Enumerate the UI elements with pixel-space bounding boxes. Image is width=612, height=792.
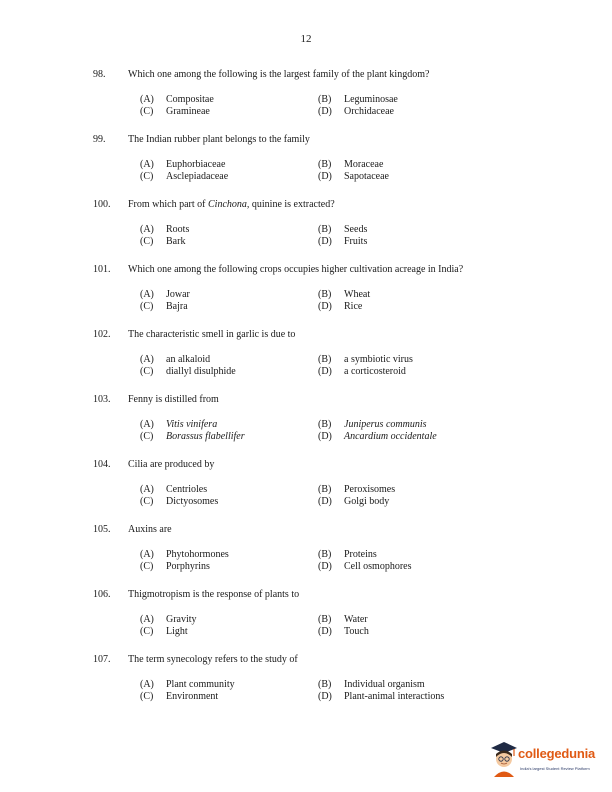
question-number: 103. xyxy=(93,394,111,405)
student-mascot-icon xyxy=(490,741,518,777)
option-d[interactable]: (D) Fruits xyxy=(318,236,368,247)
option-c[interactable]: (C) Borassus flabellifer xyxy=(140,431,245,442)
option-b[interactable]: (B) Seeds xyxy=(318,224,368,235)
question-105 xyxy=(0,524,612,584)
option-c[interactable]: (C) Asclepiadaceae xyxy=(140,171,229,182)
option-b[interactable]: (B) Water xyxy=(318,614,368,625)
option-a[interactable]: (A) Euphorbiaceae xyxy=(140,159,226,170)
question-98 xyxy=(0,69,612,129)
question-101 xyxy=(0,264,612,324)
question-99 xyxy=(0,134,612,194)
option-c[interactable]: (C) Porphyrins xyxy=(140,561,210,572)
option-a[interactable]: (A) Phytohormones xyxy=(140,549,229,560)
question-text: Thigmotropism is the response of plants to xyxy=(128,589,300,600)
collegedunia-logo[interactable] xyxy=(490,740,610,780)
option-b[interactable]: (B) Leguminosae xyxy=(318,94,398,105)
option-c[interactable]: (C) Environment xyxy=(140,691,219,702)
question-text: Which one among the following crops occupies higher cultivation acreage in India? xyxy=(128,264,464,275)
option-b[interactable]: (B) Peroxisomes xyxy=(318,484,396,495)
option-c[interactable]: (C) Bajra xyxy=(140,301,188,312)
option-d[interactable]: (D) a corticosteroid xyxy=(318,366,406,377)
option-b[interactable]: (B) Moraceae xyxy=(318,159,384,170)
question-number: 104. xyxy=(93,459,111,470)
option-a[interactable]: (A) Centrioles xyxy=(140,484,208,495)
option-b[interactable]: (B) Proteins xyxy=(318,549,377,560)
question-text: The characteristic smell in garlic is due to xyxy=(128,329,296,340)
option-c[interactable]: (C) Light xyxy=(140,626,188,637)
option-a[interactable]: (A) Vitis vinifera xyxy=(140,419,218,430)
option-a[interactable]: (A) Roots xyxy=(140,224,190,235)
option-b[interactable]: (B) Individual organism xyxy=(318,679,425,690)
option-d[interactable]: (D) Rice xyxy=(318,301,363,312)
question-100 xyxy=(0,199,612,259)
option-d[interactable]: (D) Touch xyxy=(318,626,369,637)
logo-tagline: India's largest Student Review Platform xyxy=(520,766,590,771)
option-a[interactable]: (A) an alkaloid xyxy=(140,354,211,365)
page-number: 12 xyxy=(300,33,312,45)
option-c[interactable]: (C) Bark xyxy=(140,236,186,247)
question-text: Auxins are xyxy=(128,524,172,535)
option-d[interactable]: (D) Golgi body xyxy=(318,496,390,507)
option-c[interactable]: (C) diallyl disulphide xyxy=(140,366,236,377)
question-text: Fenny is distilled from xyxy=(128,394,219,405)
question-number: 100. xyxy=(93,199,111,210)
option-c[interactable]: (C) Gramineae xyxy=(140,106,210,117)
option-b[interactable]: (B) Wheat xyxy=(318,289,371,300)
option-a[interactable]: (A) Gravity xyxy=(140,614,197,625)
option-a[interactable]: (A) Jowar xyxy=(140,289,190,300)
question-text: From which part of Cinchona, quinine is extracted? xyxy=(128,199,335,210)
question-text: Which one among the following is the largest family of the plant kingdom? xyxy=(128,69,430,80)
option-d[interactable]: (D) Orchidaceae xyxy=(318,106,394,117)
option-c[interactable]: (C) Dictyosomes xyxy=(140,496,219,507)
option-d[interactable]: (D) Cell osmophores xyxy=(318,561,412,572)
question-text: The Indian rubber plant belongs to the family xyxy=(128,134,310,145)
question-number: 101. xyxy=(93,264,111,275)
question-number: 102. xyxy=(93,329,111,340)
question-107 xyxy=(0,654,612,714)
logo-wordmark: collegedunia xyxy=(518,746,596,761)
option-a[interactable]: (A) Compositae xyxy=(140,94,214,105)
question-number: 105. xyxy=(93,524,111,535)
option-d[interactable]: (D) Sapotaceae xyxy=(318,171,389,182)
option-b[interactable]: (B) Juniperus communis xyxy=(318,419,427,430)
question-number: 99. xyxy=(93,134,106,145)
option-d[interactable]: (D) Ancardium occidentale xyxy=(318,431,437,442)
question-number: 107. xyxy=(93,654,111,665)
option-b[interactable]: (B) a symbiotic virus xyxy=(318,354,413,365)
question-103 xyxy=(0,394,612,454)
question-text: Cilia are produced by xyxy=(128,459,215,470)
option-a[interactable]: (A) Plant community xyxy=(140,679,235,690)
question-number: 106. xyxy=(93,589,111,600)
question-text: The term synecology refers to the study of xyxy=(128,654,298,665)
question-104 xyxy=(0,459,612,519)
option-d[interactable]: (D) Plant-animal interactions xyxy=(318,691,445,702)
question-106 xyxy=(0,589,612,649)
question-number: 98. xyxy=(93,69,106,80)
question-102 xyxy=(0,329,612,389)
